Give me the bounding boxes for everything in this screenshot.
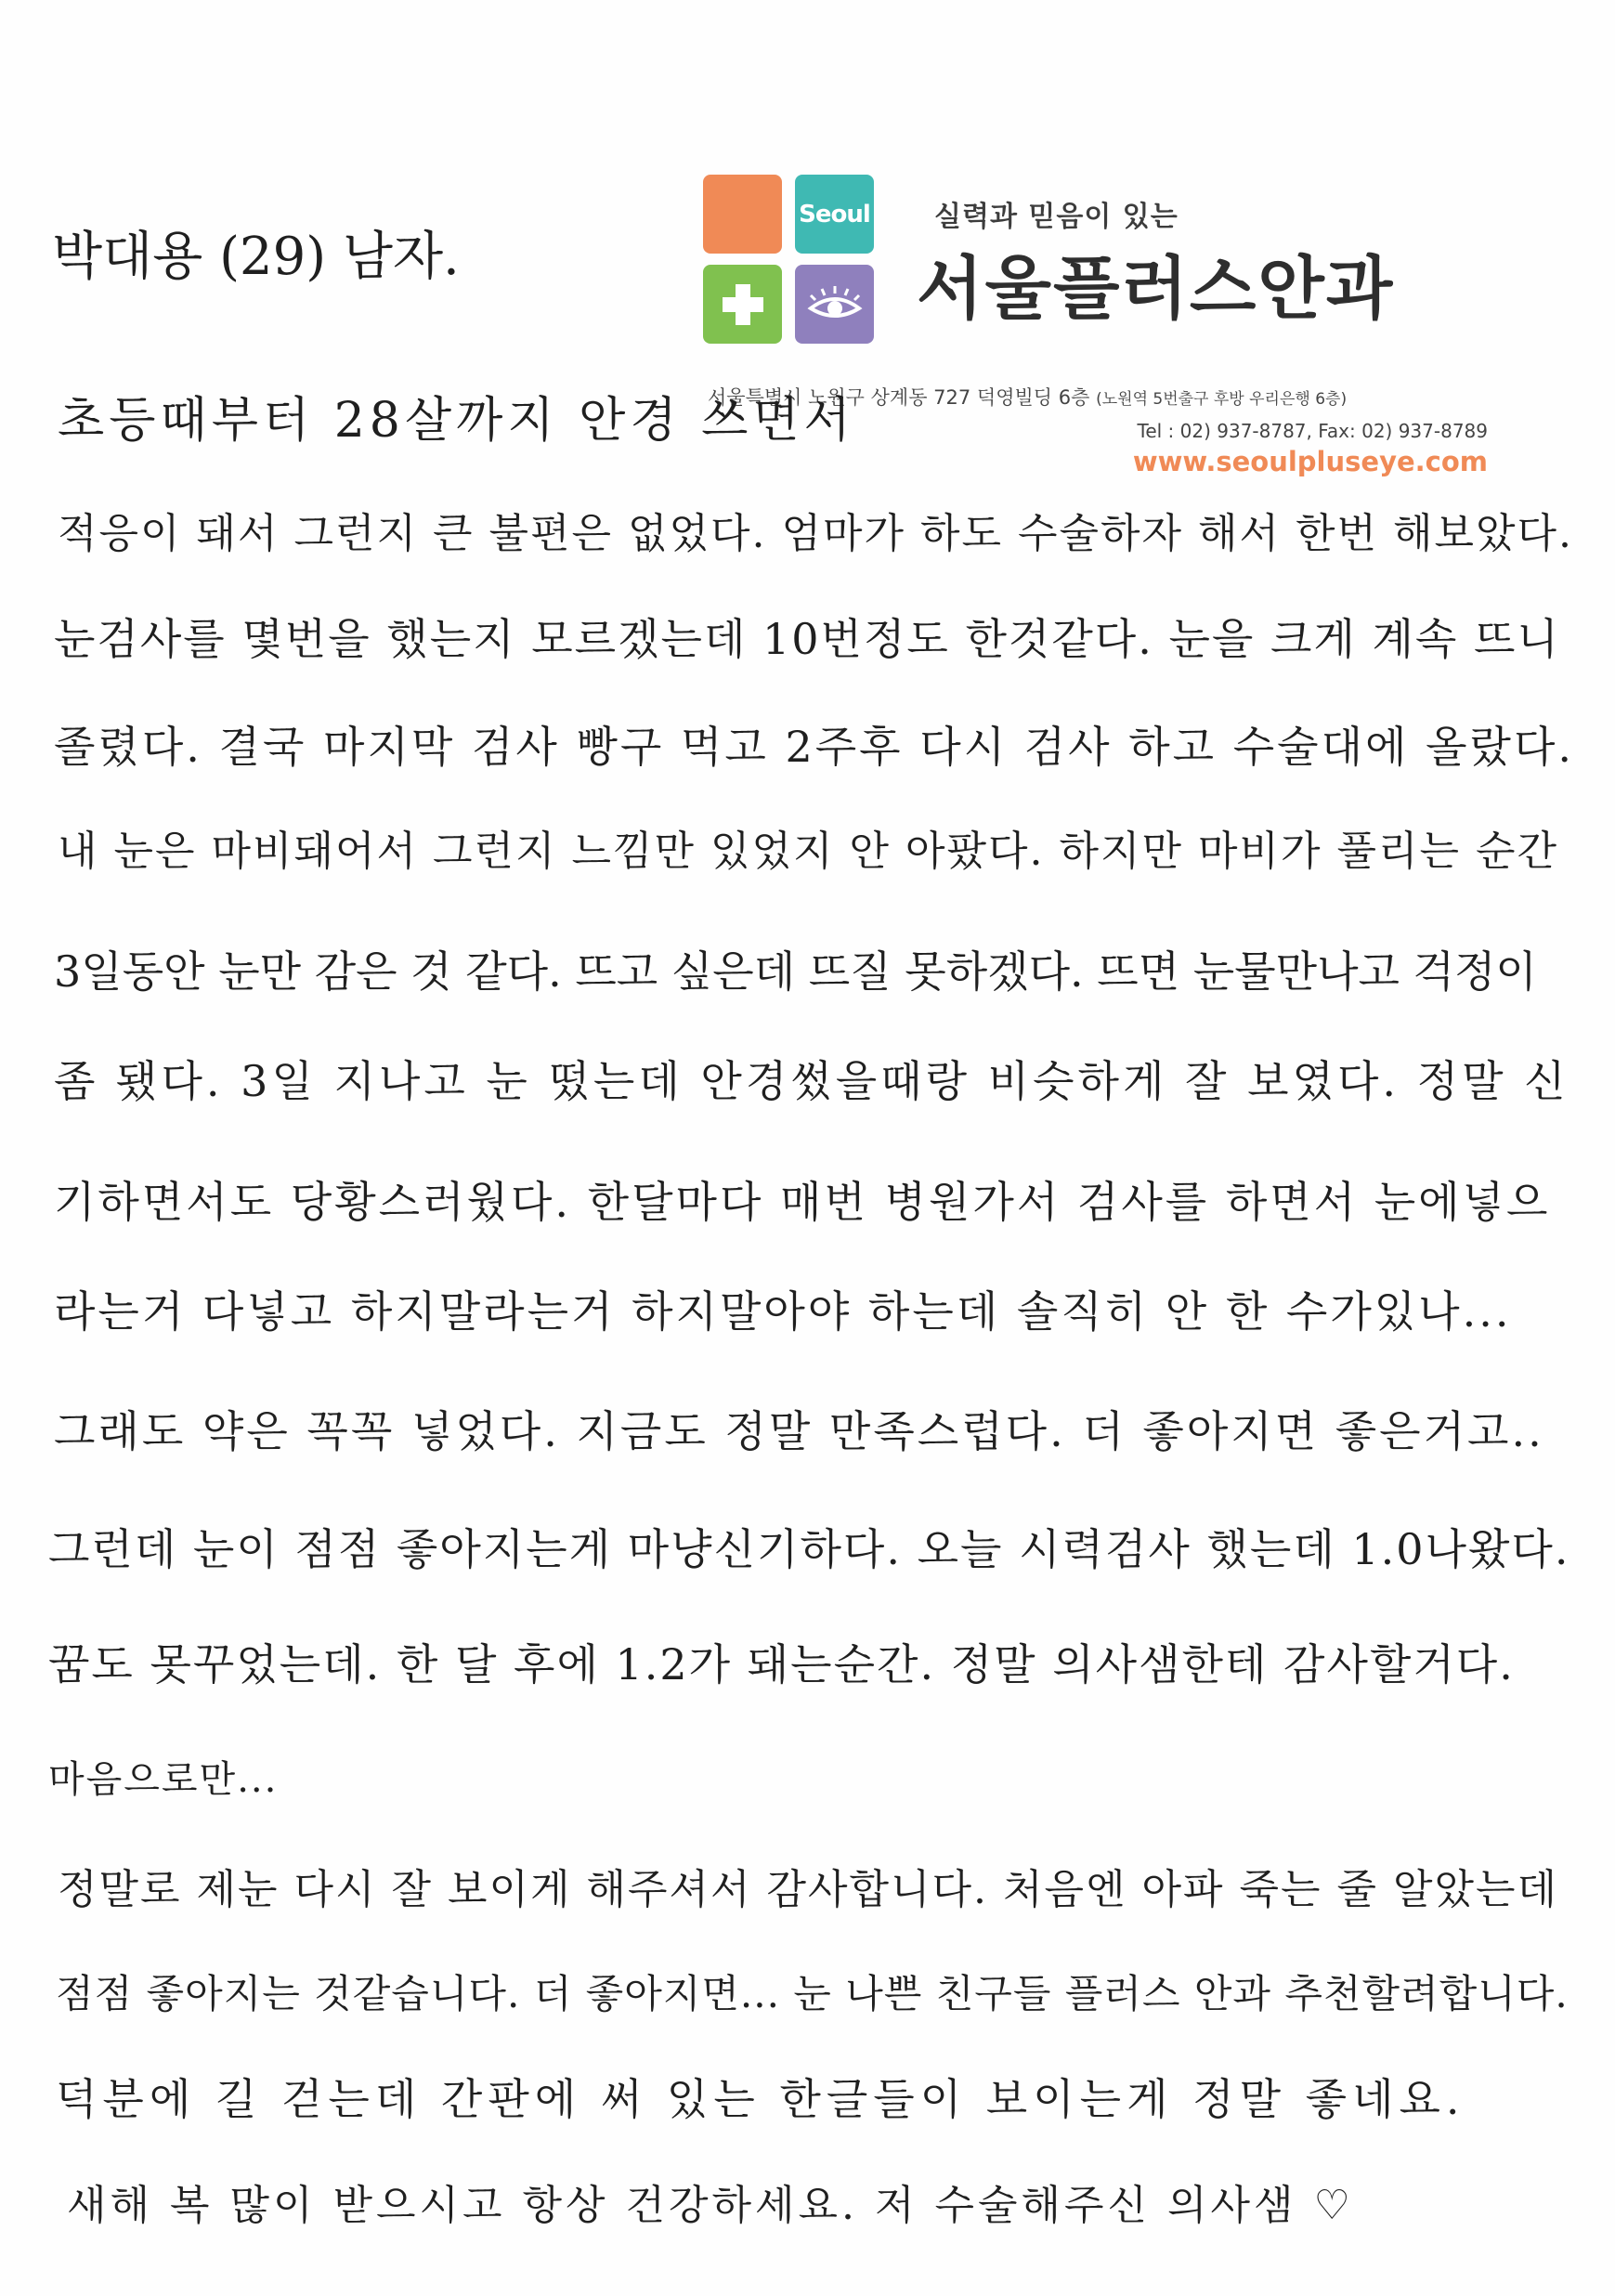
letter-line: 눈검사를 몇번을 했는지 모르겠는데 10번정도 한것같다. 눈을 크게 계속 뜨니: [54, 614, 1560, 664]
letter-line: 점점 좋아지는 것같습니다. 더 좋아지면... 눈 나쁜 친구들 플러스 안과 추천할려합니다.: [56, 1971, 1569, 2016]
letter-line: 그래도 약은 꼭꼭 넣었다. 지금도 정말 만족스럽다. 더 좋아지면 좋은거고..: [54, 1406, 1544, 1456]
address-text: 서울특별시 노원구 상계동 727 덕영빌딩 6층: [708, 386, 1090, 409]
clinic-website[interactable]: www.seoulpluseye.com: [1132, 446, 1488, 477]
letter-line: 적응이 돼서 그런지 큰 불편은 없었다. 엄마가 하도 수술하자 해서 한번 해보았다.: [58, 510, 1573, 557]
eye-icon: [795, 265, 874, 344]
address-note: (노원역 5번출구 후방 우리은행 6층): [1096, 390, 1348, 409]
plus-cross-icon: [703, 265, 782, 344]
letter-line: 좀 됐다. 3일 지나고 눈 떴는데 안경썼을때랑 비슷하게 잘 보였다. 정말 신: [54, 1056, 1569, 1106]
letter-line: 기하면서도 당황스러웠다. 한달마다 매번 병원가서 검사를 하면서 눈에넣으: [54, 1177, 1551, 1227]
clinic-name: 서울플러스안과: [917, 249, 1395, 329]
letter-line: 3일동안 눈만 감은 것 같다. 뜨고 싶은데 뜨질 못하겠다. 뜨면 눈물만나고 걱정이: [54, 946, 1537, 997]
letter-line: 라는거 다넣고 하지말라는거 하지말아야 하는데 솔직히 안 한 수가있나...: [54, 1286, 1512, 1337]
letter-line: 꿈도 못꾸었는데. 한 달 후에 1.2가 돼는순간. 정말 의사샘한테 감사할거다.: [48, 1639, 1515, 1689]
logo-tile-seoul: Seoul: [795, 175, 874, 254]
clinic-logo: [703, 175, 876, 346]
letter-line: 정말로 제눈 다시 잘 보이게 해주셔서 감사합니다. 처음엔 아파 죽는 줄 알았는데: [58, 1866, 1558, 1913]
patient-header: 박대용 (29) 남자.: [52, 227, 460, 287]
letter-line: 졸렸다. 결국 마지막 검사 빵구 먹고 2주후 다시 검사 하고 수술대에 올랐다.: [54, 722, 1574, 772]
letter-line: 덕분에 길 걷는데 간판에 써 있는 한글들이 보이는게 정말 좋네요.: [56, 2074, 1465, 2124]
letter-line: 초등때부터 28살까지 안경 쓰면서: [58, 393, 855, 449]
letter-line: 새해 복 많이 받으시고 항상 건강하세요. 저 수술해주신 의사샘 ♡: [67, 2182, 1354, 2229]
clinic-tagline: 실력과 믿음이 있는: [934, 201, 1179, 233]
letter-line: 내 눈은 마비돼어서 그런지 느낌만 있었지 안 아팠다. 하지만 마비가 풀리는 순간: [58, 828, 1558, 875]
clinic-phone-fax: Tel : 02) 937-8787, Fax: 02) 937-8789: [1137, 420, 1488, 442]
logo-tile-orange: [703, 175, 782, 254]
letter-line: 그런데 눈이 점점 좋아지는게 마냥신기하다. 오늘 시력검사 했는데 1.0나왔다.: [48, 1524, 1570, 1574]
letter-line: 마음으로만...: [48, 1758, 279, 1801]
